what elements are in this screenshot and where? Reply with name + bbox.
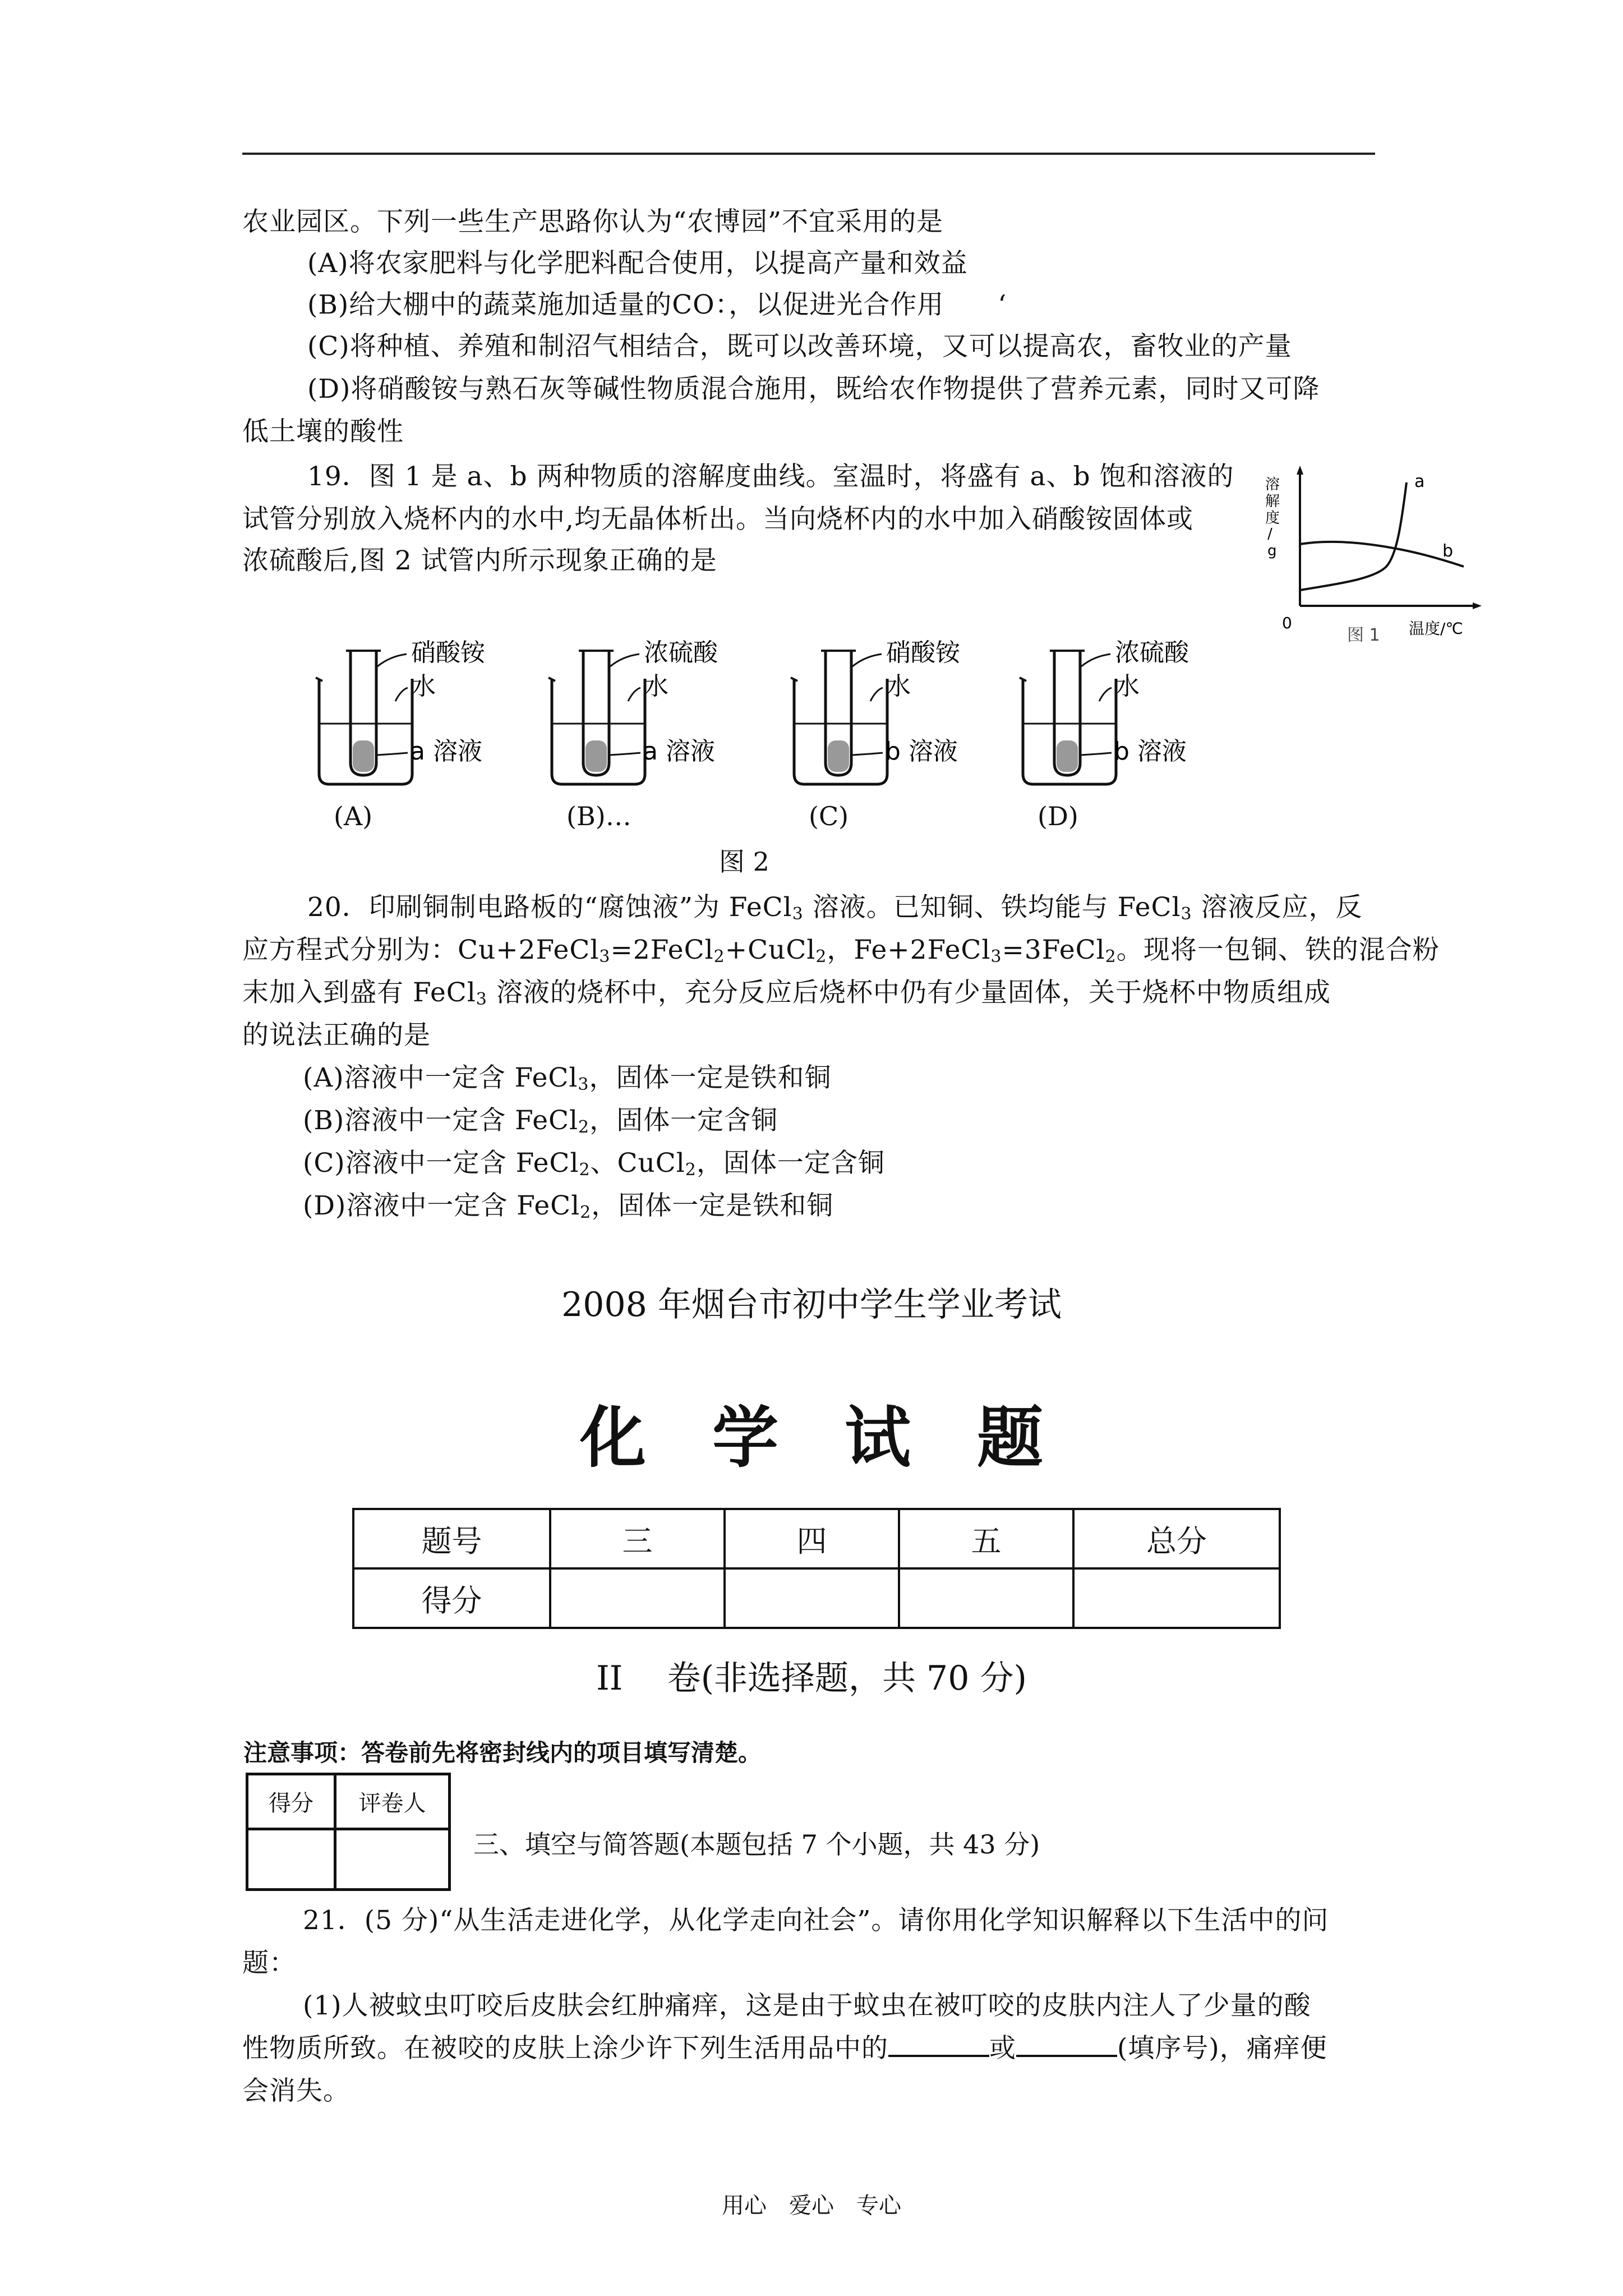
q20-option-d: (D)溶液中一定含 FeCl$_2$，固体一定是铁和铜 [303, 1190, 834, 1222]
y-label-5: g [1267, 542, 1277, 559]
score-cell[interactable] [1073, 1568, 1280, 1628]
q20-option-a: (A)溶液中一定含 FeCl$_3$，固体一定是铁和铜 [303, 1062, 832, 1094]
header-rule [242, 153, 1375, 155]
q19-line3: 浓硫酸后,图 2 试管内所示现象正确的是 [242, 545, 717, 576]
pointer-solution [609, 753, 640, 755]
x-axis-label: 温度/℃ [1409, 619, 1463, 638]
notice: 注意事项：答卷前先将密封线内的项目填写清楚。 [243, 1739, 762, 1766]
pointer-water [870, 688, 883, 701]
solubility-chart [1262, 460, 1486, 645]
beaker-option-label[interactable]: (A) [334, 801, 373, 831]
q21-line2: 题： [242, 1948, 296, 1978]
q18-option-d-cont: 低土壤的酸性 [242, 416, 404, 447]
volume-heading: II 卷(非选择题，共 70 分) [596, 1659, 1027, 1698]
answer-blank-2[interactable] [1016, 2032, 1117, 2057]
fig2-caption: 图 2 [719, 846, 769, 877]
pointer-water [628, 688, 640, 701]
q21-line4: 性物质所致。在被咬的皮肤上涂少许下列生活用品中的 或 (填序号)，痛痒便 [242, 2033, 1327, 2064]
curve-b-label: b [1442, 541, 1454, 561]
pointer-water [395, 688, 408, 701]
q19-line1: 19．图 1 是 a、b 两种物质的溶解度曲线。室温时，将盛有 a、b 饱和溶液的 [307, 461, 1234, 492]
pointer-solution [851, 753, 883, 755]
grader-score-header: 得分 [247, 1774, 335, 1829]
beaker-1 [311, 634, 536, 819]
score-table [352, 1508, 1281, 1629]
score-row-label: 得分 [353, 1568, 550, 1628]
pointer-water [1099, 688, 1112, 701]
beaker-solution-label: a 溶液 [410, 737, 482, 766]
fig1-caption: 图 1 [1347, 625, 1380, 645]
q18-intro: 农业园区。下列一些生产思路你认为“农博园”不宜采用的是 [242, 206, 944, 237]
grader-score-cell[interactable] [247, 1829, 335, 1890]
exam-header: 2008 年烟台市初中学生学业考试 [561, 1285, 1062, 1324]
beaker-lip [548, 678, 555, 681]
score-cell[interactable] [550, 1568, 725, 1628]
q20-line2: 应方程式分别为：Cu+2FeCl$_3$=2FeCl$_2$+CuCl$_2$，Fe+2FeCl$_3$=3FeCl$_2$。现将一包铜、铁的混合粉 [242, 935, 1440, 967]
grader-table [246, 1773, 451, 1891]
beaker-3 [786, 634, 1011, 819]
tube-solution [1057, 740, 1078, 772]
y-label-3: 度 [1265, 510, 1280, 527]
q18-option-c: (C)将种植、养殖和制沼气相结合，既可以改善环境，又可以提高农，畜牧业的产量 [307, 331, 1292, 362]
q18-option-b: (B)给大棚中的蔬菜施加适量的CO：，以促进光合作用 ‘ [307, 289, 1007, 320]
score-col-header: 题号 [353, 1509, 550, 1568]
beaker-added-label: 浓硫酸 [1115, 638, 1189, 667]
curve-a [1300, 482, 1407, 590]
pointer-solution [376, 753, 408, 755]
beaker-option-label[interactable]: (C) [809, 801, 849, 831]
y-label-4: / [1267, 526, 1272, 542]
beaker-added-label: 硝酸铵 [411, 638, 485, 667]
score-col-3: 三 [550, 1509, 725, 1568]
beaker-lip [791, 678, 797, 681]
q18-option-d: (D)将硝酸铵与熟石灰等碱性物质混合施用，既给农作物提供了营养元素，同时又可降 [307, 374, 1320, 404]
beaker-lip [316, 678, 322, 681]
answer-blank-1[interactable] [888, 2032, 989, 2057]
beaker-solution-label: b 溶液 [885, 737, 958, 766]
beaker-lip [1020, 678, 1026, 681]
exam-title: 化 学 试 题 [579, 1399, 1043, 1476]
score-col-5: 五 [899, 1509, 1073, 1568]
pointer-added [852, 654, 882, 666]
grader-name-header: 评卷人 [335, 1774, 450, 1829]
beaker-added-label: 硝酸铵 [886, 638, 960, 667]
q20-option-b: (B)溶液中一定含 FeCl$_2$，固体一定含铜 [303, 1105, 778, 1137]
q20-line4: 的说法正确的是 [242, 1020, 431, 1051]
score-cell[interactable] [899, 1568, 1073, 1628]
beaker-added-label: 浓硫酸 [644, 638, 718, 667]
tube-solution [353, 740, 374, 772]
pointer-added [610, 654, 639, 666]
tube-solution [585, 740, 607, 772]
q20-option-c: (C)溶液中一定含 FeCl$_2$、CuCl$_2$，固体一定含铜 [303, 1148, 885, 1180]
pointer-solution [1080, 753, 1112, 755]
grader-name-cell[interactable] [335, 1829, 450, 1890]
curve-b [1300, 542, 1464, 567]
score-col-total: 总分 [1073, 1509, 1280, 1568]
section-3-heading: 三、填空与简答题(本题包括 7 个小题，共 43 分) [473, 1829, 1040, 1860]
y-label-2: 解 [1265, 493, 1280, 510]
q21-line5: 会消失。 [242, 2076, 350, 2106]
page-footer: 用心 爱心 专心 [722, 2193, 901, 2219]
beaker-water-label: 水 [1115, 672, 1140, 701]
tube-solution [828, 740, 849, 772]
beaker-2 [544, 634, 768, 819]
pointer-added [377, 654, 407, 666]
q19-line2: 试管分别放入烧杯内的水中,均无晶体析出。当向烧杯内的水中加入硝酸铵固体或 [242, 504, 1193, 535]
beaker-water-label: 水 [411, 672, 436, 701]
beaker-water-label: 水 [644, 672, 668, 701]
score-cell[interactable] [725, 1568, 899, 1628]
beaker-water-label: 水 [886, 672, 911, 701]
beaker-option-label[interactable]: (D) [1038, 801, 1078, 831]
q21-line1: 21．(5 分)“从生活走进化学，从化学走向社会”。请你用化学知识解释以下生活中的问 [303, 1905, 1329, 1936]
q21-line3: (1)人被蚊虫叮咬后皮肤会红肿痛痒，这是由于蚊虫在被叮咬的皮肤内注人了少量的酸 [303, 1990, 1311, 2021]
beaker-4 [1015, 634, 1239, 819]
score-col-4: 四 [725, 1509, 899, 1568]
q18-option-a: (A)将农家肥料与化学肥料配合使用，以提高产量和效益 [307, 248, 968, 279]
beaker-solution-label: b 溶液 [1114, 737, 1187, 766]
curve-a-label: a [1414, 472, 1425, 491]
y-label-1: 溶 [1265, 476, 1280, 493]
origin-label: 0 [1282, 614, 1292, 632]
pointer-added [1081, 654, 1110, 666]
beaker-solution-label: a 溶液 [643, 737, 715, 766]
q20-line1: 20．印刷铜制电路板的“腐蚀液”为 FeCl$_3$ 溶液。已知铜、铁均能与 FeCl$_3$ 溶液反应，反 [307, 892, 1363, 924]
q20-line3: 末加入到盛有 FeCl$_3$ 溶液的烧杯中，充分反应后烧杯中仍有少量固体，关于烧杯中物质组成 [242, 977, 1331, 1009]
beaker-option-label[interactable]: (B)… [566, 801, 631, 831]
